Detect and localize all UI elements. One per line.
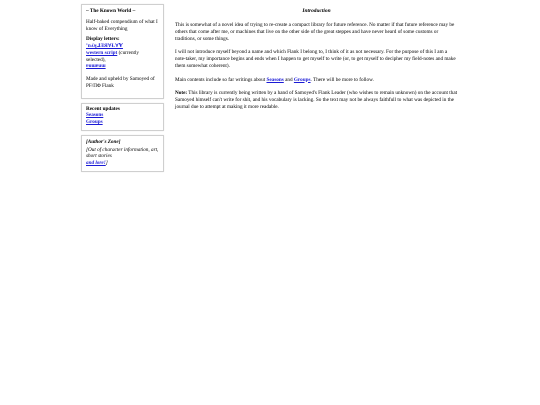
contents-paragraph xyxy=(175,77,458,84)
script-link-western[interactable]: western script xyxy=(86,49,118,56)
recent-updates-title: Recent updates xyxy=(86,105,120,112)
currently-selected-text: (currently selected), xyxy=(86,49,140,63)
note-label: Note: xyxy=(175,90,188,97)
intro-paragraph-2: I will not introduce myself beyond a name and which Flank I belong to, I think of it as not necessary. For the purpose of this I am a note-taker, my importance begins and ends when I happen to get myself to write (or, to get myself to decipher my field-notes and make them somewhat coherent). xyxy=(175,49,456,69)
author-zone-box xyxy=(81,135,164,172)
main-content xyxy=(175,4,458,118)
contents-link-groups[interactable]: Groups xyxy=(293,76,311,83)
recent-link-seasons[interactable]: Seasons xyxy=(86,112,104,119)
contents-prefix: Main contents include so far writings about xyxy=(175,76,267,83)
note-text: This library is currently being written by a hand of Samoyed's Flank Leader (who wishes to remain unknown) on the account that Samoyed himself can't write for shit, and his vocabulary is lacking. So the text may not be always faithfull to what was depicted in the journal due to attempt at making it more readable. xyxy=(175,90,458,110)
contents-suffix: . There will be more to follow. xyxy=(310,76,374,83)
recent-link-groups[interactable]: Groups xyxy=(86,119,103,125)
world-box xyxy=(81,4,164,99)
script-link-third[interactable]: ɐuɯɐuɯ xyxy=(86,63,106,70)
author-zone-close: ] xyxy=(105,160,108,166)
script-link-scribble[interactable]: ʼnʎʞ⅃ƎЯ∀Ɫ∀Ɐ xyxy=(86,43,123,49)
site-subtitle: Half-baked compendium of what I know of Everything xyxy=(86,18,158,32)
display-letters-label: Display letters: xyxy=(86,36,120,43)
contents-link-seasons[interactable]: Seasons xyxy=(266,76,284,83)
intro-paragraph-1: This is somewhat of a novel idea of trying to re-create a compact library for future reference. No matter if that future reference may be others that come after me, or machines that live on the other side of the great steppes and have never heard of some customs or traditions, or some things. xyxy=(175,22,455,42)
page-title: Introduction xyxy=(302,8,331,14)
sidebar xyxy=(81,4,164,176)
author-zone-title: [Author's Zone] xyxy=(86,138,121,145)
contents-mid: and xyxy=(283,76,294,83)
note-paragraph xyxy=(175,90,458,110)
site-title: ~ The Known World ~ xyxy=(86,8,136,14)
display-letters-options xyxy=(86,43,159,70)
recent-updates-box xyxy=(81,103,164,131)
author-zone-lore-link[interactable]: and lore! xyxy=(86,160,106,166)
author-zone-text: [Out of character information, art, short stories xyxy=(86,146,159,160)
made-by-text: Made and upheld by Samoyed of PF/ΠΦ Flank xyxy=(86,76,155,89)
